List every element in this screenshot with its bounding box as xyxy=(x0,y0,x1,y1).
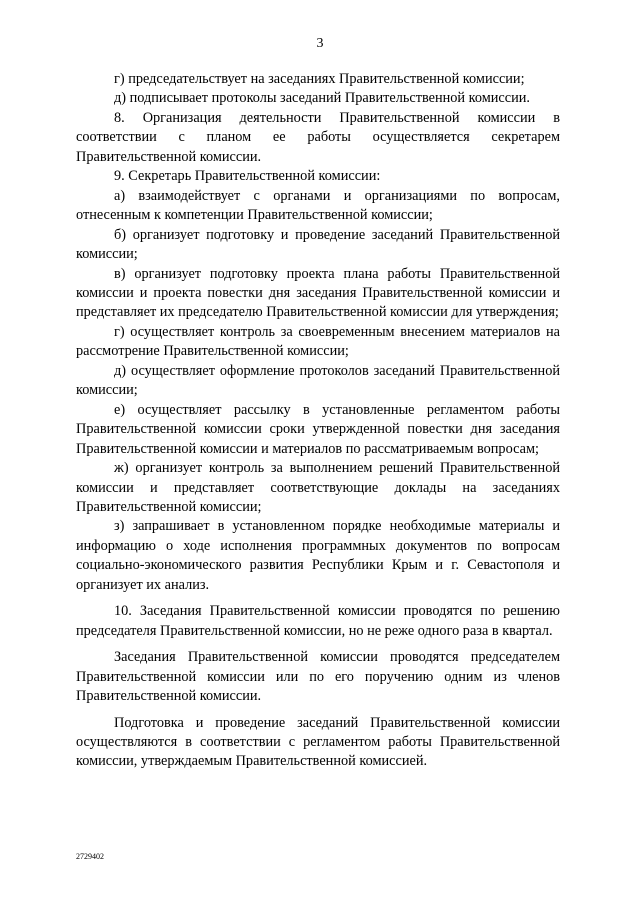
paragraph-8: 8. Организация деятельности Правительственной комиссии в соответствии с планом ее работы осуществляется секретарем Правительственной комиссии. xyxy=(76,109,560,165)
paragraph-10-meetings: Заседания Правительственной комиссии проводятся председателем Правительственной комиссии или по его поручению одним из членов Правительственной комиссии. xyxy=(76,649,560,705)
paragraph-9-d: д) осуществляет оформление протоколов заседаний Правительственной комиссии; xyxy=(76,362,560,399)
paragraph-9-zh: ж) организует контроль за выполнением решений Правительственной комиссии и представляет соответствующие доклады на заседаниях Правительственной комиссии; xyxy=(76,460,560,515)
paragraph-10: 10. Заседания Правительственной комиссии проводятся по решению председателя Правительственной комиссии, но не реже одного раза в квартал. xyxy=(76,603,560,639)
document-body xyxy=(76,70,560,772)
paragraph-9: 9. Секретарь Правительственной комиссии: xyxy=(114,168,381,185)
paragraph-9-a: а) взаимодействует с органами и организациями по вопросам, отнесенным к компетенции Правительственной комиссии; xyxy=(76,187,560,224)
paragraph-9-z: з) запрашивает в установленном порядке необходимые материалы и информацию о ходе исполнения программных документов по вопросам социально-экономического развития Республики Крым и г. Севастополя и организует их анализ. xyxy=(76,518,560,593)
paragraph-item-g-chair: г) председательствует на заседаниях Правительственной комиссии; xyxy=(114,71,525,87)
document-code: 2729402 xyxy=(76,852,104,861)
paragraph-9-e: е) осуществляет рассылку в установленные регламентом работы Правительственной комиссии сроки утвержденной повестки дня заседания Правительственной комиссии и материалов по рассматриваемым вопросам; xyxy=(76,401,560,457)
paragraph-9-v: в) организует подготовку проекта плана работы Правительственной комиссии и проекта повестки дня заседания Правительственной комиссии и представляет их председателю Правительственной комиссии для утверждения; xyxy=(76,265,560,321)
page-number: 3 xyxy=(316,36,324,51)
paragraph-item-d-sign: д) подписывает протоколы заседаний Правительственной комиссии. xyxy=(114,90,530,107)
paragraph-9-b: б) организует подготовку и проведение заседаний Правительственной комиссии; xyxy=(76,226,560,263)
paragraph-9-g: г) осуществляет контроль за своевременным внесением материалов на рассмотрение Правительственной комиссии; xyxy=(76,323,560,360)
paragraph-10-preparation: Подготовка и проведение заседаний Правительственной комиссии осуществляются в соответствии с регламентом работы Правительственной комиссии, утверждаемым Правительственной комиссией. xyxy=(76,714,560,770)
